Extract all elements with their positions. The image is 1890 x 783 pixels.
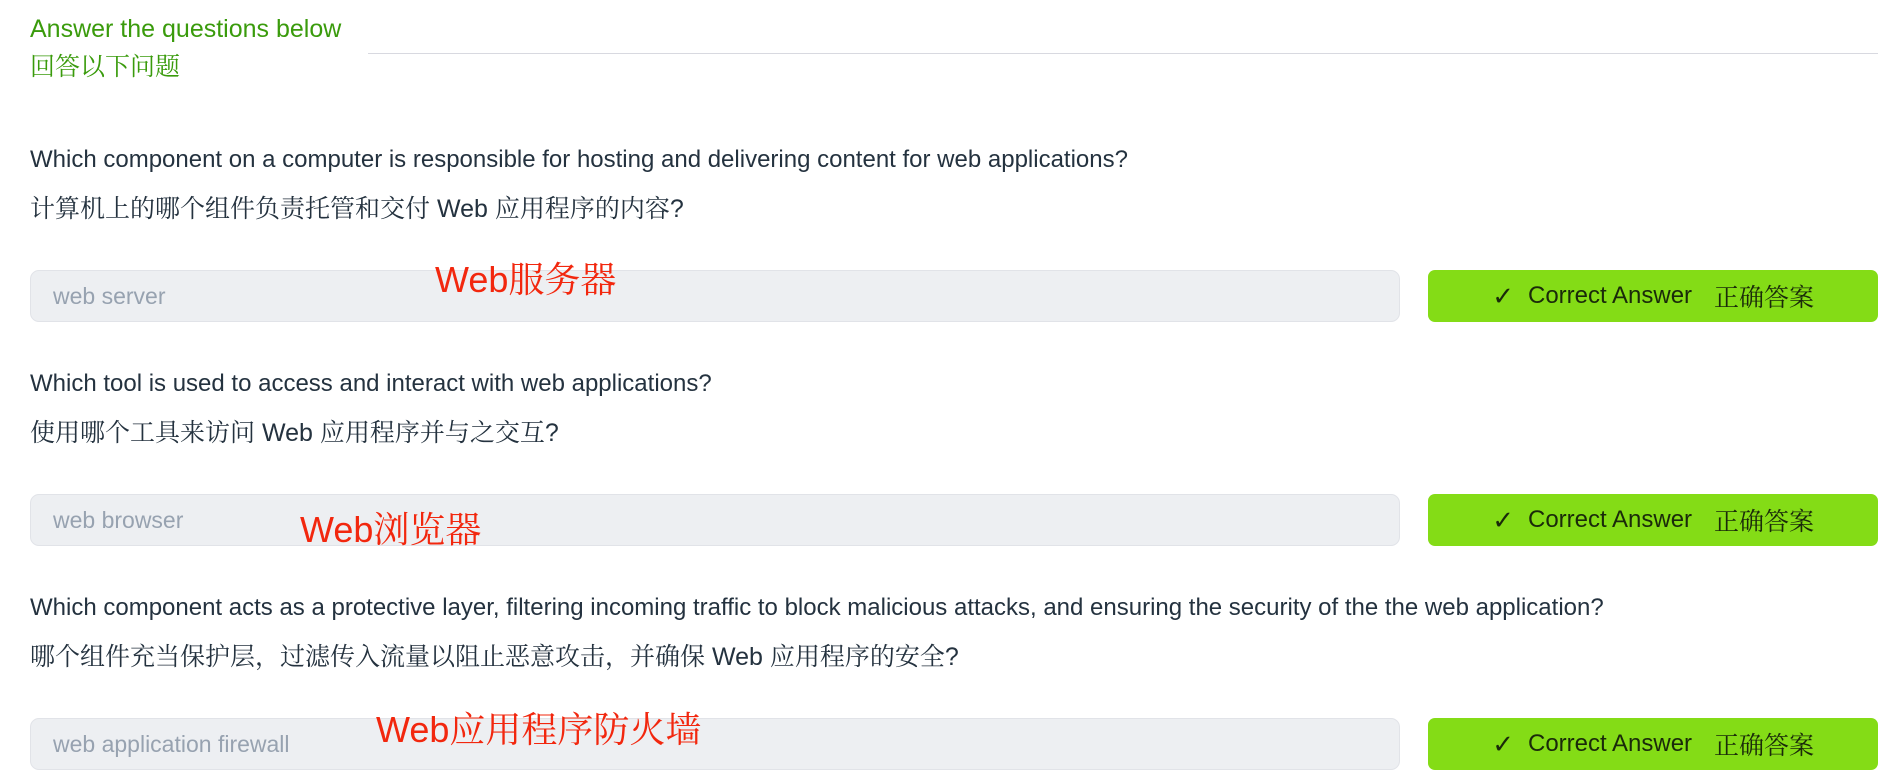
check-icon: ✓ <box>1492 281 1514 311</box>
section-title-zh: 回答以下问题 <box>30 53 181 81</box>
answer-row <box>30 494 1878 550</box>
question-block-1 <box>30 146 1878 322</box>
check-icon: ✓ <box>1492 729 1514 759</box>
correct-answer-button[interactable] <box>1428 494 1878 546</box>
correct-answer-label-en: Correct Answer <box>1527 506 1693 533</box>
translation-overlay: Web应用程序防火墙 <box>376 709 702 750</box>
translation-overlay: Web浏览器 <box>300 509 482 550</box>
answer-input[interactable] <box>30 718 1400 770</box>
section-title-en: Answer the questions below <box>30 15 342 43</box>
correct-answer-label-zh: 正确答案 <box>1714 508 1815 536</box>
divider <box>368 53 1878 54</box>
answer-row <box>30 259 1878 322</box>
question-text-zh: 哪个组件充当保护层，过滤传入流量以阻止恶意攻击，并确保 Web 应用程序的安全? <box>30 643 959 671</box>
question-text-zh: 使用哪个工具来访问 Web 应用程序并与之交互? <box>30 419 559 447</box>
translation-overlay: Web服务器 <box>435 259 617 300</box>
answer-input[interactable] <box>30 270 1400 322</box>
correct-answer-label-en: Correct Answer <box>1527 282 1693 309</box>
question-block-2 <box>30 370 1878 550</box>
correct-answer-button[interactable] <box>1428 270 1878 322</box>
question-text-zh: 计算机上的哪个组件负责托管和交付 Web 应用程序的内容? <box>30 195 684 223</box>
question-text-en: Which tool is used to access and interact with web applications? <box>30 370 712 397</box>
correct-answer-button[interactable] <box>1428 718 1878 770</box>
question-text-en: Which component acts as a protective layer, filtering incoming traffic to block malicious attacks, and ensuring the security of the the web application? <box>30 594 1604 621</box>
answer-input[interactable] <box>30 494 1400 546</box>
correct-answer-label-en: Correct Answer <box>1527 730 1693 757</box>
question-block-3 <box>30 594 1878 770</box>
question-text-en: Which component on a computer is responsible for hosting and delivering content for web applications? <box>30 146 1128 173</box>
section-titles <box>30 10 1878 86</box>
answer-row <box>30 709 1878 770</box>
correct-answer-label-zh: 正确答案 <box>1714 284 1815 312</box>
check-icon: ✓ <box>1492 505 1514 535</box>
correct-answer-label-zh: 正确答案 <box>1714 732 1815 760</box>
section-header <box>30 10 1878 86</box>
